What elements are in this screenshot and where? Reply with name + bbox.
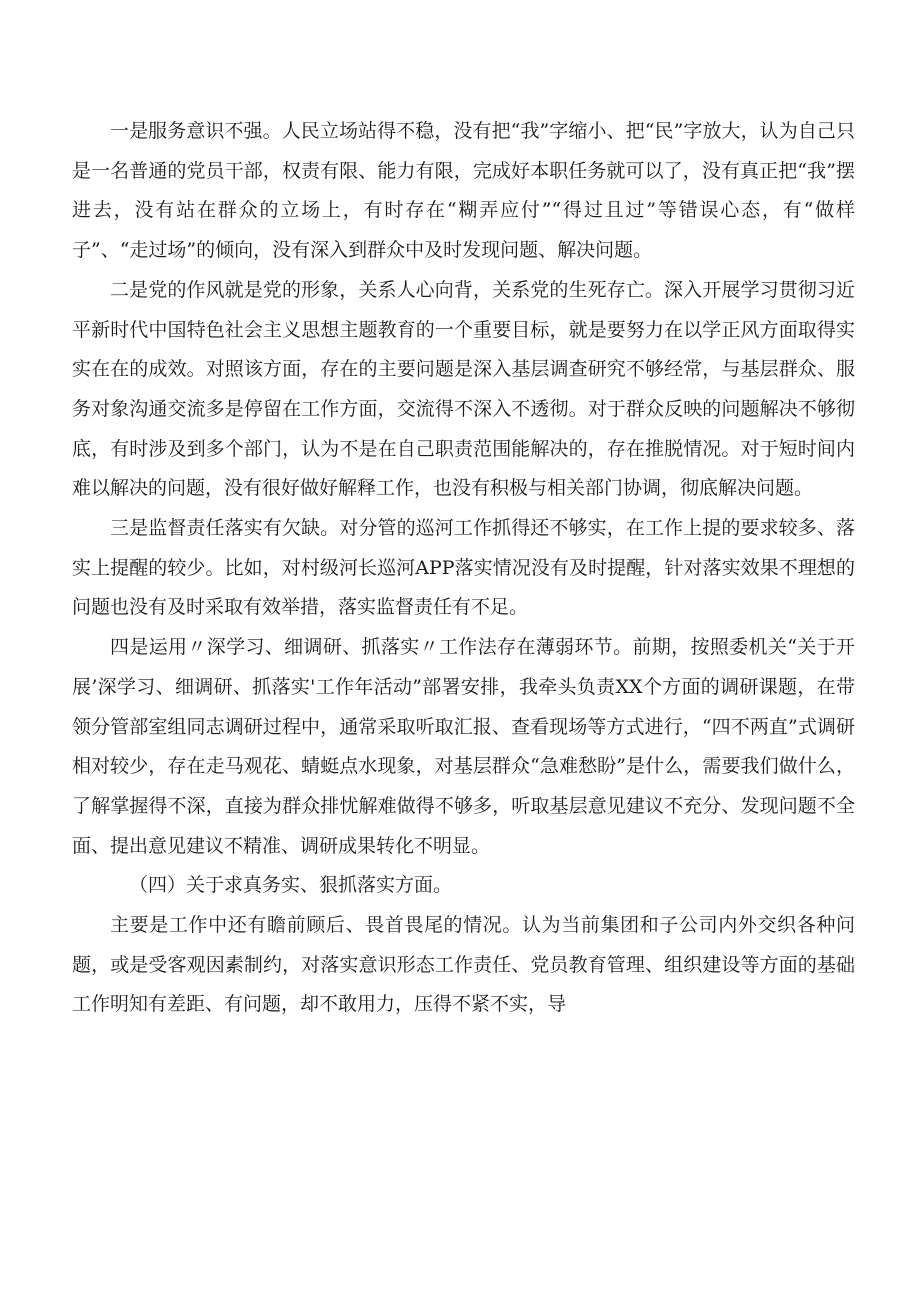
paragraph-work-method: 四是运用〃深学习、细调研、抓落实〃工作法存在薄弱环节。前期，按照委机关“关于开展’深学习、细调研、抓落实'工作年活动”部署安排，我牵头负责XX个方面的调研课题，在带领分管部室组同志调研过程中，通常采取听取汇报、查看现场等方式进行，“四不两直”式调研相对较少，存在走马观花、蜻蜓点水现象，对基层群众“急难愁盼”是什么，需要我们做什么，了解掌握得不深，直接为群众排忧解难做得不够多，听取基层意见建议不充分、发现问题不全面、提出意见建议不精准、调研成果转化不明显。 [72,636,855,857]
paragraph-supervision-responsibility: 三是监督责任落实有欠缺。对分管的巡河工作抓得还不够实，在工作上提的要求较多、落实上提醒的较少。比如，对村级河长巡河APP落实情况没有及时提醒，针对落实效果不理想的问题也没有及时采取有效举措，落实监督责任有不足。 [72,517,855,619]
paragraph-service-awareness: 一是服务意识不强。人民立场站得不稳，没有把“我”字缩小、把“民”字放大，认为自己只是一名普通的党员干部，权责有限、能力有限，完成好本职任务就可以了，没有真正把“我”摆进去，没有站在群众的立场上，有时存在“糊弄应付”“得过且过”等错误心态，有“做样子”、“走过场”的倾向，没有深入到群众中及时发现问题、解决问题。 [72,120,855,262]
paragraph-party-style: 二是党的作风就是党的形象，关系人心向背，关系党的生死存亡。深入开展学习贯彻习近平新时代中国特色社会主义思想主题教育的一个重要目标，就是要努力在以学正风方面取得实实在在的成效。对照该方面，存在的主要问题是深入基层调查研究不够经常，与基层群众、服务对象沟通交流多是停留在工作方面，交流得不深入不透彻。对于群众反映的问题解决不够彻底，有时涉及到多个部门，认为不是在自己职责范围能解决的，存在推脱情况。对于短时间内难以解决的问题，没有很好做好解释工作，也没有积极与相关部门协调，彻底解决问题。 [72,278,855,500]
paragraph-main-problem: 主要是工作中还有瞻前顾后、畏首畏尾的情况。认为当前集团和子公司内外交织各种问题，或是受客观因素制约，对落实意识形态工作责任、党员教育管理、组织建设等方面的基础工作明知有差距、有问题，却不敢用力，压得不紧不实，导 [72,914,855,1016]
document-body [72,112,855,1025]
section-heading-pragmatic: （四）关于求真务实、狠抓落实方面。 [129,874,453,897]
